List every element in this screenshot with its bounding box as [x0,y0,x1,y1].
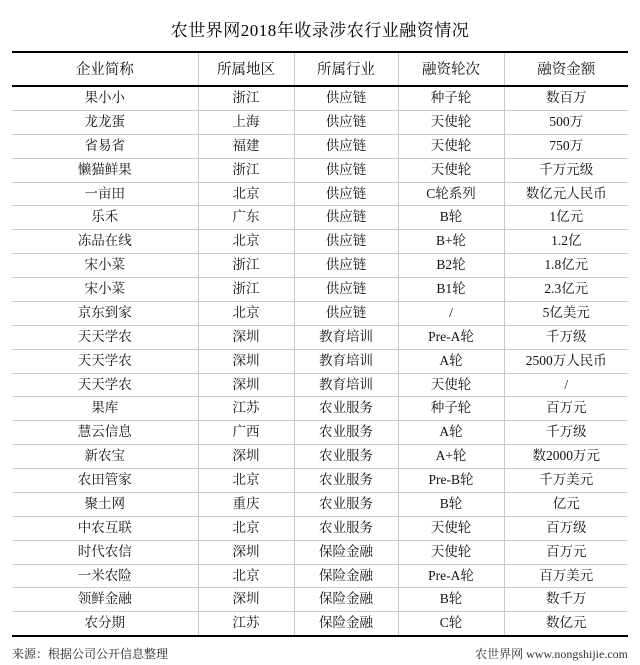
cell-region: 北京 [198,230,294,254]
cell-company: 一米农险 [12,564,198,588]
cell-round: B+轮 [398,230,504,254]
cell-round: 天使轮 [398,540,504,564]
cell-company: 懒猫鲜果 [12,158,198,182]
cell-round: A轮 [398,349,504,373]
source-note: 来源：根据公司公开信息整理 [12,647,169,662]
cell-company: 京东到家 [12,301,198,325]
cell-industry: 保险金融 [294,564,398,588]
cell-region: 浙江 [198,158,294,182]
cell-company: 一亩田 [12,182,198,206]
cell-industry: 农业服务 [294,397,398,421]
table-row [12,397,628,421]
cell-industry: 农业服务 [294,421,398,445]
column-header-company: 企业简称 [12,52,198,86]
cell-company: 聚土网 [12,492,198,516]
credit-watermark: 农世界网 www.nongshijie.com [475,647,628,662]
page-title: 农世界网2018年收录涉农行业融资情况 [170,21,470,40]
table-row [12,540,628,564]
table-row [12,110,628,134]
cell-region: 浙江 [198,278,294,302]
cell-region: 浙江 [198,86,294,110]
cell-amount: 数百万 [504,86,628,110]
cell-round: B1轮 [398,278,504,302]
table-row [12,230,628,254]
cell-round: B轮 [398,588,504,612]
cell-round: 天使轮 [398,158,504,182]
cell-industry: 供应链 [294,230,398,254]
table-row [12,612,628,636]
cell-industry: 农业服务 [294,516,398,540]
table-row [12,564,628,588]
cell-amount: 亿元 [504,492,628,516]
cell-round: Pre-A轮 [398,564,504,588]
cell-industry: 教育培训 [294,325,398,349]
table-row [12,325,628,349]
cell-industry: 保险金融 [294,588,398,612]
table-header-row [12,52,628,86]
cell-region: 深圳 [198,540,294,564]
column-header-round: 融资轮次 [398,52,504,86]
cell-industry: 农业服务 [294,492,398,516]
cell-company: 乐禾 [12,206,198,230]
cell-region: 江苏 [198,612,294,636]
cell-region: 深圳 [198,445,294,469]
cell-round: 天使轮 [398,516,504,540]
cell-round: A轮 [398,421,504,445]
cell-round: 天使轮 [398,134,504,158]
cell-amount: 数千万 [504,588,628,612]
cell-industry: 供应链 [294,158,398,182]
table-row [12,445,628,469]
cell-amount: 千万级 [504,325,628,349]
cell-amount: 500万 [504,110,628,134]
cell-industry: 供应链 [294,86,398,110]
cell-round: C轮 [398,612,504,636]
cell-company: 冻品在线 [12,230,198,254]
cell-region: 深圳 [198,325,294,349]
cell-round: 天使轮 [398,110,504,134]
table-row [12,588,628,612]
cell-industry: 供应链 [294,182,398,206]
cell-amount: 千万美元 [504,469,628,493]
cell-amount: 百万元 [504,397,628,421]
cell-round: 种子轮 [398,397,504,421]
cell-company: 农田管家 [12,469,198,493]
cell-company: 天天学农 [12,325,198,349]
table-row [12,516,628,540]
cell-company: 领鲜金融 [12,588,198,612]
cell-amount: 数亿元 [504,612,628,636]
cell-round: Pre-A轮 [398,325,504,349]
cell-amount: 5亿美元 [504,301,628,325]
cell-industry: 农业服务 [294,445,398,469]
table-row [12,301,628,325]
cell-industry: 供应链 [294,110,398,134]
cell-industry: 农业服务 [294,469,398,493]
cell-round: / [398,301,504,325]
cell-company: 新农宝 [12,445,198,469]
cell-region: 北京 [198,182,294,206]
cell-industry: 教育培训 [294,349,398,373]
cell-company: 果小小 [12,86,198,110]
cell-amount: 1.2亿 [504,230,628,254]
column-header-industry: 所属行业 [294,52,398,86]
cell-industry: 供应链 [294,206,398,230]
table-row [12,86,628,110]
cell-round: B轮 [398,206,504,230]
table-body [12,86,628,636]
cell-company: 天天学农 [12,349,198,373]
cell-round: 种子轮 [398,86,504,110]
column-header-amount: 融资金额 [504,52,628,86]
cell-region: 北京 [198,469,294,493]
footer [12,643,628,665]
cell-amount: 百万美元 [504,564,628,588]
cell-company: 慧云信息 [12,421,198,445]
table-row [12,421,628,445]
table-row [12,134,628,158]
cell-industry: 教育培训 [294,373,398,397]
cell-amount: 数亿元人民币 [504,182,628,206]
cell-region: 广东 [198,206,294,230]
cell-round: C轮系列 [398,182,504,206]
cell-region: 江苏 [198,397,294,421]
table-row [12,373,628,397]
cell-region: 深圳 [198,349,294,373]
cell-amount: 千万元级 [504,158,628,182]
cell-amount: 1亿元 [504,206,628,230]
cell-region: 北京 [198,516,294,540]
cell-amount: / [504,373,628,397]
cell-amount: 数2000万元 [504,445,628,469]
cell-industry: 供应链 [294,134,398,158]
cell-company: 宋小菜 [12,254,198,278]
cell-industry: 供应链 [294,301,398,325]
cell-amount: 百万级 [504,516,628,540]
cell-region: 广西 [198,421,294,445]
cell-amount: 1.8亿元 [504,254,628,278]
cell-company: 果库 [12,397,198,421]
table-row [12,469,628,493]
cell-region: 浙江 [198,254,294,278]
cell-company: 天天学农 [12,373,198,397]
cell-round: Pre-B轮 [398,469,504,493]
cell-region: 福建 [198,134,294,158]
cell-company: 中农互联 [12,516,198,540]
table-header [12,52,628,86]
cell-region: 上海 [198,110,294,134]
table-row [12,206,628,230]
cell-industry: 保险金融 [294,540,398,564]
table-row [12,278,628,302]
column-header-region: 所属地区 [198,52,294,86]
cell-industry: 保险金融 [294,612,398,636]
cell-region: 深圳 [198,588,294,612]
cell-company: 农分期 [12,612,198,636]
cell-region: 北京 [198,301,294,325]
cell-industry: 供应链 [294,278,398,302]
cell-company: 时代农信 [12,540,198,564]
table-row [12,492,628,516]
table-row [12,182,628,206]
cell-region: 北京 [198,564,294,588]
financing-table [12,51,628,637]
cell-round: B轮 [398,492,504,516]
cell-region: 重庆 [198,492,294,516]
cell-company: 龙龙蛋 [12,110,198,134]
table-row [12,158,628,182]
cell-amount: 2.3亿元 [504,278,628,302]
cell-amount: 750万 [504,134,628,158]
cell-amount: 千万级 [504,421,628,445]
cell-round: 天使轮 [398,373,504,397]
cell-amount: 2500万人民币 [504,349,628,373]
table-row [12,254,628,278]
cell-company: 省易省 [12,134,198,158]
cell-amount: 百万元 [504,540,628,564]
cell-round: B2轮 [398,254,504,278]
table-row [12,349,628,373]
cell-industry: 供应链 [294,254,398,278]
cell-round: A+轮 [398,445,504,469]
cell-region: 深圳 [198,373,294,397]
cell-company: 宋小菜 [12,278,198,302]
